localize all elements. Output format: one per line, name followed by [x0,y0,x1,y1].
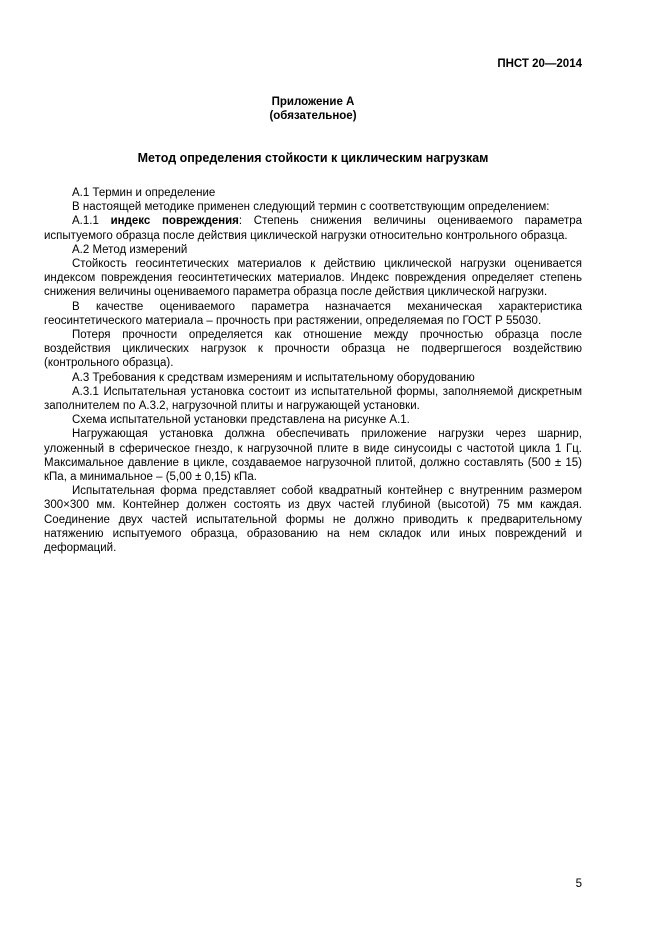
paragraph-a2-heading: А.2 Метод измерений [72,243,188,256]
paragraph-term-definition [44,214,582,242]
paragraph-a1-heading: А.1 Термин и определение [72,187,216,199]
paragraph: Потеря прочности определяется как отношение между прочностью образца после воздействия циклических нагрузок к прочности образца не подвергшегося воздействию (контрольного образца). [44,329,582,370]
document-body [44,186,582,555]
document-title: Метод определения стойкости к циклическим нагрузкам [137,151,489,165]
paragraph: Схема испытательной установки представлена на рисунке А.1. [72,414,410,427]
paragraph: В настоящей методике применен следующий термин с соответствующим определением: [72,201,550,214]
paragraph-a3-heading: А.3 Требования к средствам измерениям и испытательному оборудованию [72,371,475,384]
paragraph: Стойкость геосинтетических материалов к действию циклической нагрузки оценивается индексом повреждения геосинтетических материалов. Индекс повреждения определяет степень снижения величины оцениваемого параметра образца после действия циклической нагрузки. [44,258,582,299]
term-name: индекс повреждения [110,215,239,228]
term-definition: : Степень снижения величины оцениваемого параметра испытуемого образца после действия циклической нагрузки относительно контрольного образца. [44,215,582,242]
paragraph: В качестве оцениваемого параметра назначается механическая характеристика геосинтетического материала – прочность при растяжении, определяемая по ГОСТ Р 55030. [44,300,582,327]
annex-heading [44,96,582,124]
annex-label: Приложение А [271,96,355,108]
doc-code: ПНСТ 20—2014 [497,58,582,70]
paragraph: А.3.1 Испытательная установка состоит из испытательной формы, заполняемой дискретным заполнителем по А.3.2, нагрузочной плиты и нагружающей установки. [44,385,582,413]
paragraph: Испытательная форма представляет собой квадратный контейнер с внутренним размером 300×300 мм. Контейнер должен состоять из двух частей глубиной (высотой) 75 мм каждая. Соединение двух частей испытательной формы не должно приводить к предварительному натяжению испытуемого образца, образованию на нем складок или иных повреждений и деформаций. [44,485,582,555]
term-number: А.1.1 [72,215,111,228]
paragraph: Нагружающая установка должна обеспечивать приложение нагрузки через шарнир, уложенный в сферическое гнездо, к нагрузочной плите в виде синусоиды с частотой цикла 1 Гц. Максимальное давление в цикле, создаваемое нагрузочной плитой, должно составлять (500 ± 15) кПа, а минимальное – (5,00 ± 0,15) кПа. [44,428,582,484]
annex-type: (обязательное) [269,109,357,122]
page-number: 5 [575,878,582,890]
